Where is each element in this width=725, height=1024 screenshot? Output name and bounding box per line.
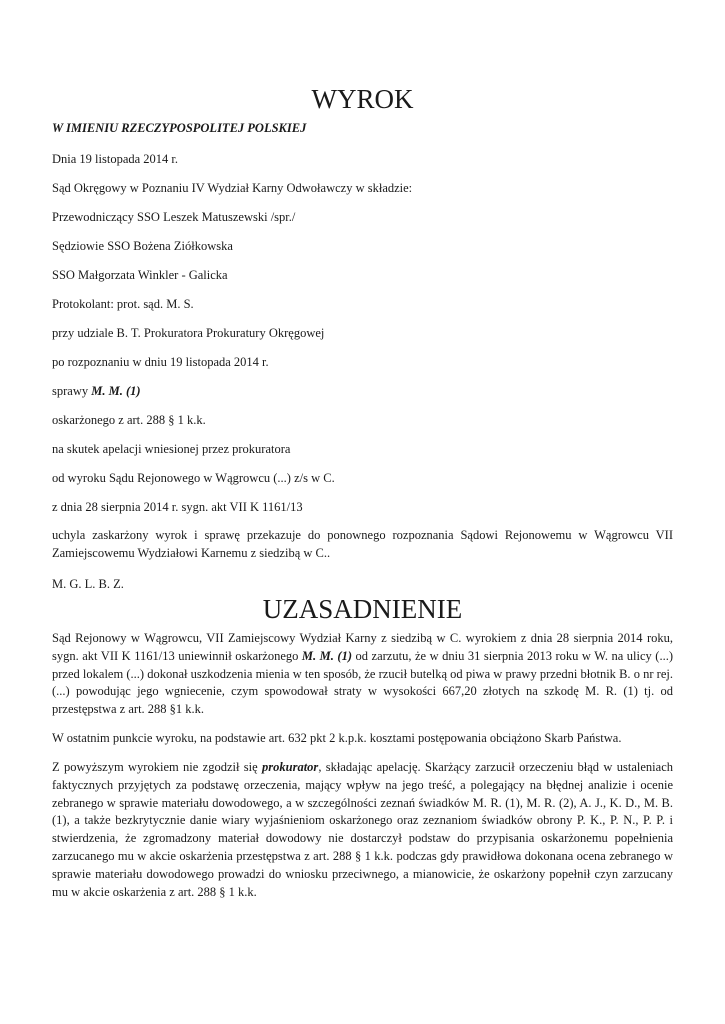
- p3-text-b: , składając apelację. Skarżący zarzucił orzeczeniu błąd w ustaleniach faktycznych przyjętych za podstawę orzeczenia, mający wpływ na jego treść, a polegający na błędnej analizie i ocenie zebranego w sprawie materiału dowodowego, a w szczególności zeznań świadków M. R. (1), M. R. (2), A. J., K. D., M. B. (1), a także bezkrytycznie danie wiary wyjaśnieniom oskarżonego oraz zeznaniom świadków obrony P. K., P. N., P. P. i stwierdzenia, że zgromadzony materiał dowodowy nie dostarczył podstaw do przypisania oskarżonemu popełnienia zarzucanego mu w akcie oskarżenia przestępstwa z art. 288 § 1 k.k. podczas gdy prawidłowa dokonana ocena zebranego w sprawie materiału dowodowego prowadzi do wniosku przeciwnego, a mianowicie, że oskarżony popełnił czyn zarzucany mu w akcie oskarżenia z art. 288 § 1 k.k.: [52, 760, 673, 899]
- ruling-paragraph: uchyla zaskarżony wyrok i sprawę przekazuje do ponownego rozpoznania Sądowi Rejonowemu w Wągrowcu VII Zamiejscowemu Wydziałowi Karnemu z siedzibą w C..: [52, 528, 673, 560]
- judgment-title: WYROK: [311, 84, 414, 114]
- defendant-name: M. M. (1): [91, 384, 141, 398]
- judgment-date: Dnia 19 listopada 2014 r.: [52, 152, 179, 166]
- justification-paragraph-3: [52, 759, 673, 901]
- judgment-subtitle: W IMIENIU RZECZYPOSPOLITEJ POLSKIEJ: [52, 121, 307, 135]
- appeal-line: na skutek apelacji wniesionej przez prokuratora: [52, 442, 291, 456]
- case-line: [52, 383, 141, 399]
- justification-paragraph-2: W ostatnim punkcie wyroku, na podstawie art. 632 pkt 2 k.p.k. kosztami postępowania obciążono Skarb Państwa.: [52, 731, 622, 745]
- p1-defendant-name: M. M. (1): [301, 648, 353, 663]
- judges-line: Sędziowie SSO Bożena Ziółkowska: [52, 239, 233, 253]
- second-judge: SSO Małgorzata Winkler - Galicka: [52, 268, 228, 282]
- justification-paragraph-1: [52, 630, 673, 719]
- p1-text-b: od zarzutu, że w dniu 31 sierpnia 2013 roku w W. na ulicy (...) przed lokalem (...) dokonał uszkodzenia mienia w ten sposób, że rzucił butelką od piwa w prawy przedni błotnik B. o nr rej. (...) powodując jego wgniecenie, czym spowodował straty w wysokości 667,20 złotych na szkodę M. R. (1) tj. od przestępstwa z art. 288 §1 k.k.: [52, 648, 674, 717]
- court-composition: Sąd Okręgowy w Poznaniu IV Wydział Karny Odwoławczy w składzie:: [52, 181, 413, 195]
- p3-text-a: Z powyższym wyrokiem nie zgodził się: [52, 760, 263, 774]
- judgment-date-line: z dnia 28 sierpnia 2014 r. sygn. akt VII K 1161/13: [52, 500, 303, 514]
- initials-line: M. G. L. B. Z.: [52, 577, 124, 591]
- lower-court-line: od wyroku Sądu Rejonowego w Wągrowcu (...) z/s w C.: [52, 471, 335, 485]
- charge-line: oskarżonego z art. 288 § 1 k.k.: [52, 413, 206, 427]
- justification-title: UZASADNIENIE: [262, 594, 463, 624]
- case-prefix: sprawy: [52, 384, 92, 398]
- hearing-line: po rozpoznaniu w dniu 19 listopada 2014 r.: [52, 355, 269, 369]
- p1-text-a: Sąd Rejonowy w Wągrowcu, VII Zamiejscowy Wydział Karny z siedzibą w C. wyrokiem z dnia 28 sierpnia 2014 roku, sygn. akt VII K 1161/13 uniewinnił oskarżonego: [52, 631, 673, 663]
- clerk-line: Protokolant: prot. sąd. M. S.: [52, 297, 194, 311]
- prosecutor-line: przy udziale B. T. Prokuratora Prokuratury Okręgowej: [52, 326, 325, 340]
- p3-role: prokurator: [262, 760, 319, 774]
- presiding-judge: Przewodniczący SSO Leszek Matuszewski /spr./: [52, 210, 296, 224]
